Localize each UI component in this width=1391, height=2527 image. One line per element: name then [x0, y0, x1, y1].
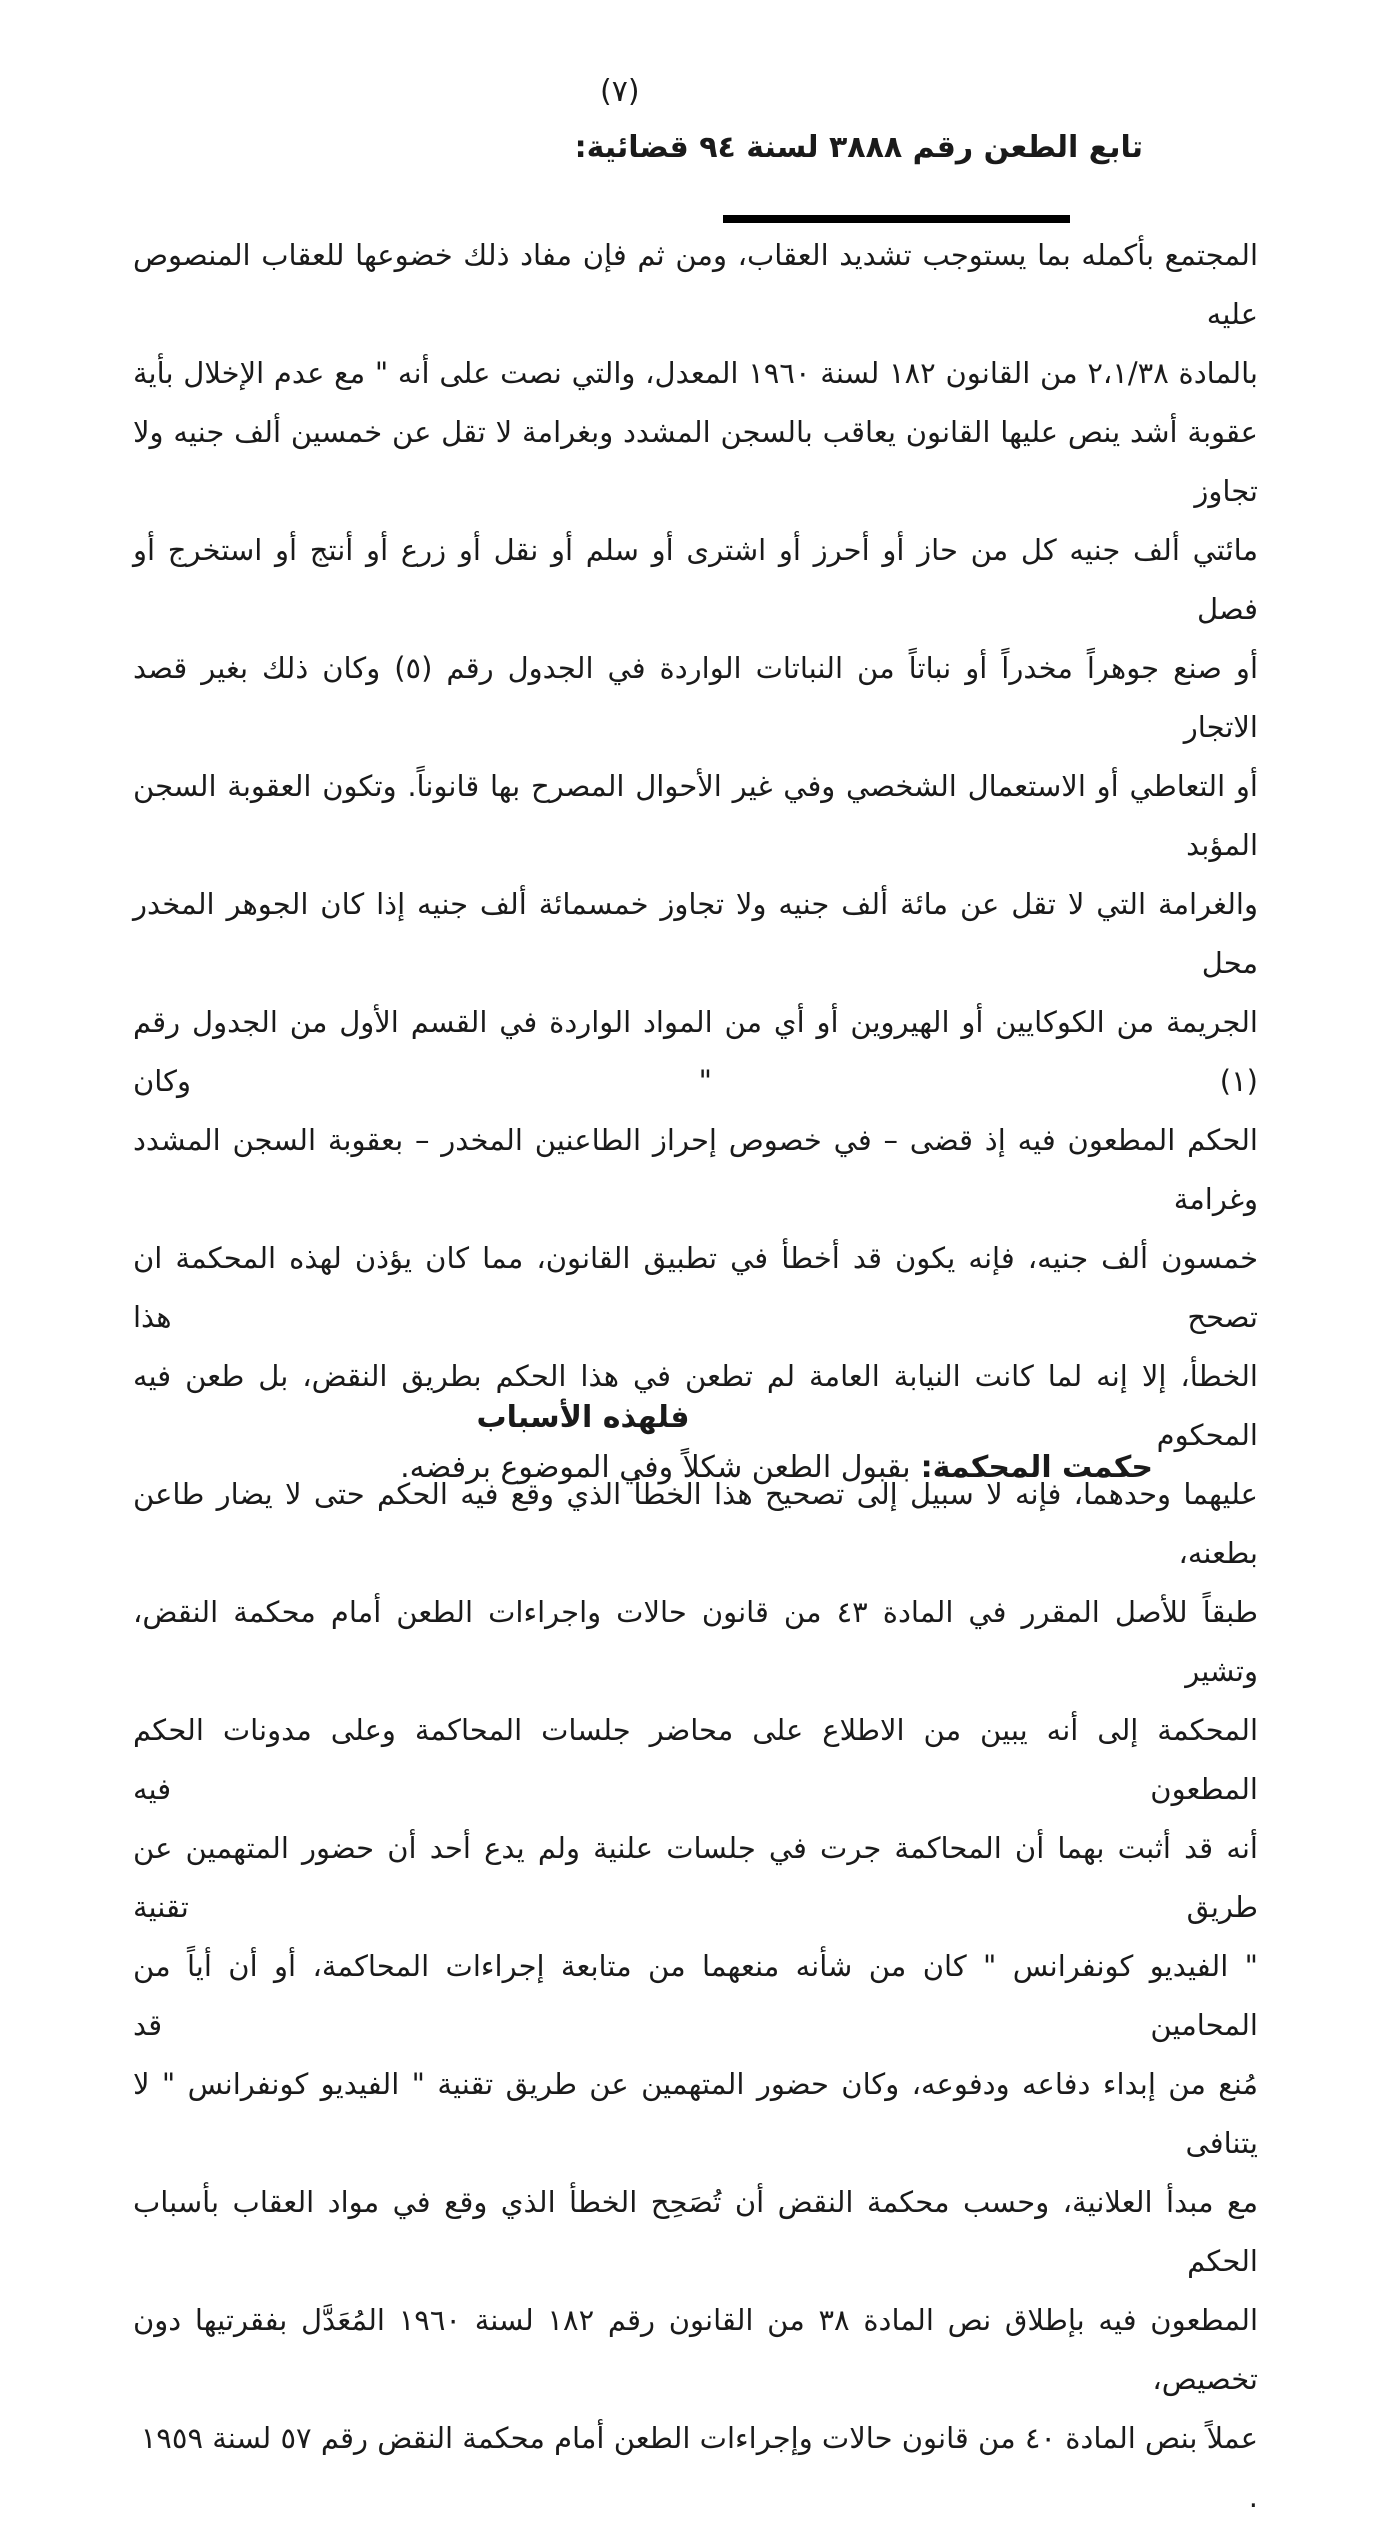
body-line: أنه قد أثبت بهما أن المحاكمة جرت في جلسات علنية ولم يدع أحد أن حضور المتهمين عن طريق تقنية	[133, 1831, 1258, 1924]
body-line: عقوبة أشد ينص عليها القانون يعاقب بالسجن المشدد وبغرامة لا تقل عن خمسين ألف جنيه ولا تجاوز	[133, 415, 1258, 508]
ruling-verdict-label: حكمت المحكمة:	[920, 1450, 1153, 1485]
body-line: المحكمة إلى أنه يبين من الاطلاع على محاضر جلسات المحاكمة وعلى مدونات الحكم المطعون فيه	[133, 1713, 1258, 1806]
body-line: عملاً بنص المادة ٤٠ من قانون حالات وإجراءات الطعن أمام محكمة النقض رقم ٥٧ لسنة ١٩٥٩ .	[140, 2421, 1258, 2514]
body-line: " الفيديو كونفرانس " كان من شأنه منعهما من متابعة إجراءات المحاكمة، أو أن أياً من المحامين قد	[133, 1949, 1258, 2042]
body-line: الخطأ، إلا إنه لما كانت النيابة العامة لم تطعن في هذا الحكم بطريق النقض، بل طعن فيه المحكوم	[133, 1359, 1258, 1452]
reasons-heading: فلهذه الأسباب	[476, 1400, 690, 1435]
body-line: الحكم المطعون فيه إذ قضى – في خصوص إحراز الطاعنين المخدر – بعقوبة السجن المشدد وغرامة	[133, 1123, 1258, 1216]
ruling-verdict-text: بقبول الطعن شكلاً وفي الموضوع برفضه.	[400, 1450, 911, 1485]
body-line: مع مبدأ العلانية، وحسب محكمة النقض أن تُصَحِح الخطأ الذي وقع في مواد العقاب بأسباب الحكم	[133, 2185, 1258, 2278]
body-line: المطعون فيه بإطلاق نص المادة ٣٨ من القانون رقم ١٨٢ لسنة ١٩٦٠ المُعَدَّل بفقرتيها دون تخصيص،	[133, 2303, 1259, 2396]
header-underline	[723, 215, 1070, 223]
body-line: مُنع من إبداء دفاعه ودفوعه، وكان حضور المتهمين عن طريق تقنية " الفيديو كونفرانس " لا يتنافى	[133, 2067, 1258, 2160]
ruling-line	[133, 1450, 1153, 1485]
body-line: الجريمة من الكوكايين أو الهيروين أو أي من المواد الواردة في القسم الأول من الجدول رقم (١) " وكان	[133, 1005, 1258, 1098]
body-line: أو صنع جوهراً مخدراً أو نباتاً من النباتات الواردة في الجدول رقم (٥) وكان ذلك بغير قصد الاتجار	[133, 651, 1258, 744]
body-line: بالمادة ٢،١/٣٨ من القانون ١٨٢ لسنة ١٩٦٠ المعدل، والتي نصت على أنه " مع عدم الإخلال بأية	[133, 356, 1258, 390]
body-line: مائتي ألف جنيه كل من حاز أو أحرز أو اشترى أو سلم أو نقل أو زرع أو أنتج أو استخرج أو فصل	[133, 533, 1258, 626]
body-line: خمسون ألف جنيه، فإنه يكون قد أخطأ في تطبيق القانون، مما كان يؤذن لهذه المحكمة ان تصحح هذا	[133, 1241, 1258, 1334]
body-line: أو التعاطي أو الاستعمال الشخصي وفي غير الأحوال المصرح بها قانوناً. وتكون العقوبة السجن المؤبد	[133, 769, 1258, 862]
body-line: طبقاً للأصل المقرر في المادة ٤٣ من قانون حالات واجراءات الطعن أمام محكمة النقض، وتشير	[133, 1595, 1258, 1688]
body-line: عليهما وحدهما، فإنه لا سبيل إلى تصحيح هذا الخطأ الذي وقع فيه الحكم حتى لا يضار طاعن بطعنه،	[133, 1477, 1258, 1570]
body-line: والغرامة التي لا تقل عن مائة ألف جنيه ولا تجاوز خمسمائة ألف جنيه إذا كان الجوهر المخدر محل	[133, 887, 1258, 980]
body-text	[133, 226, 1258, 2527]
page-number: (٧)	[600, 74, 640, 109]
body-line: المجتمع بأكمله بما يستوجب تشديد العقاب، ومن ثم فإن مفاد ذلك خضوعها للعقاب المنصوص عليه	[133, 238, 1258, 331]
case-header-title: تابع الطعن رقم ٣٨٨٨ لسنة ٩٤ قضائية:	[574, 130, 1143, 165]
